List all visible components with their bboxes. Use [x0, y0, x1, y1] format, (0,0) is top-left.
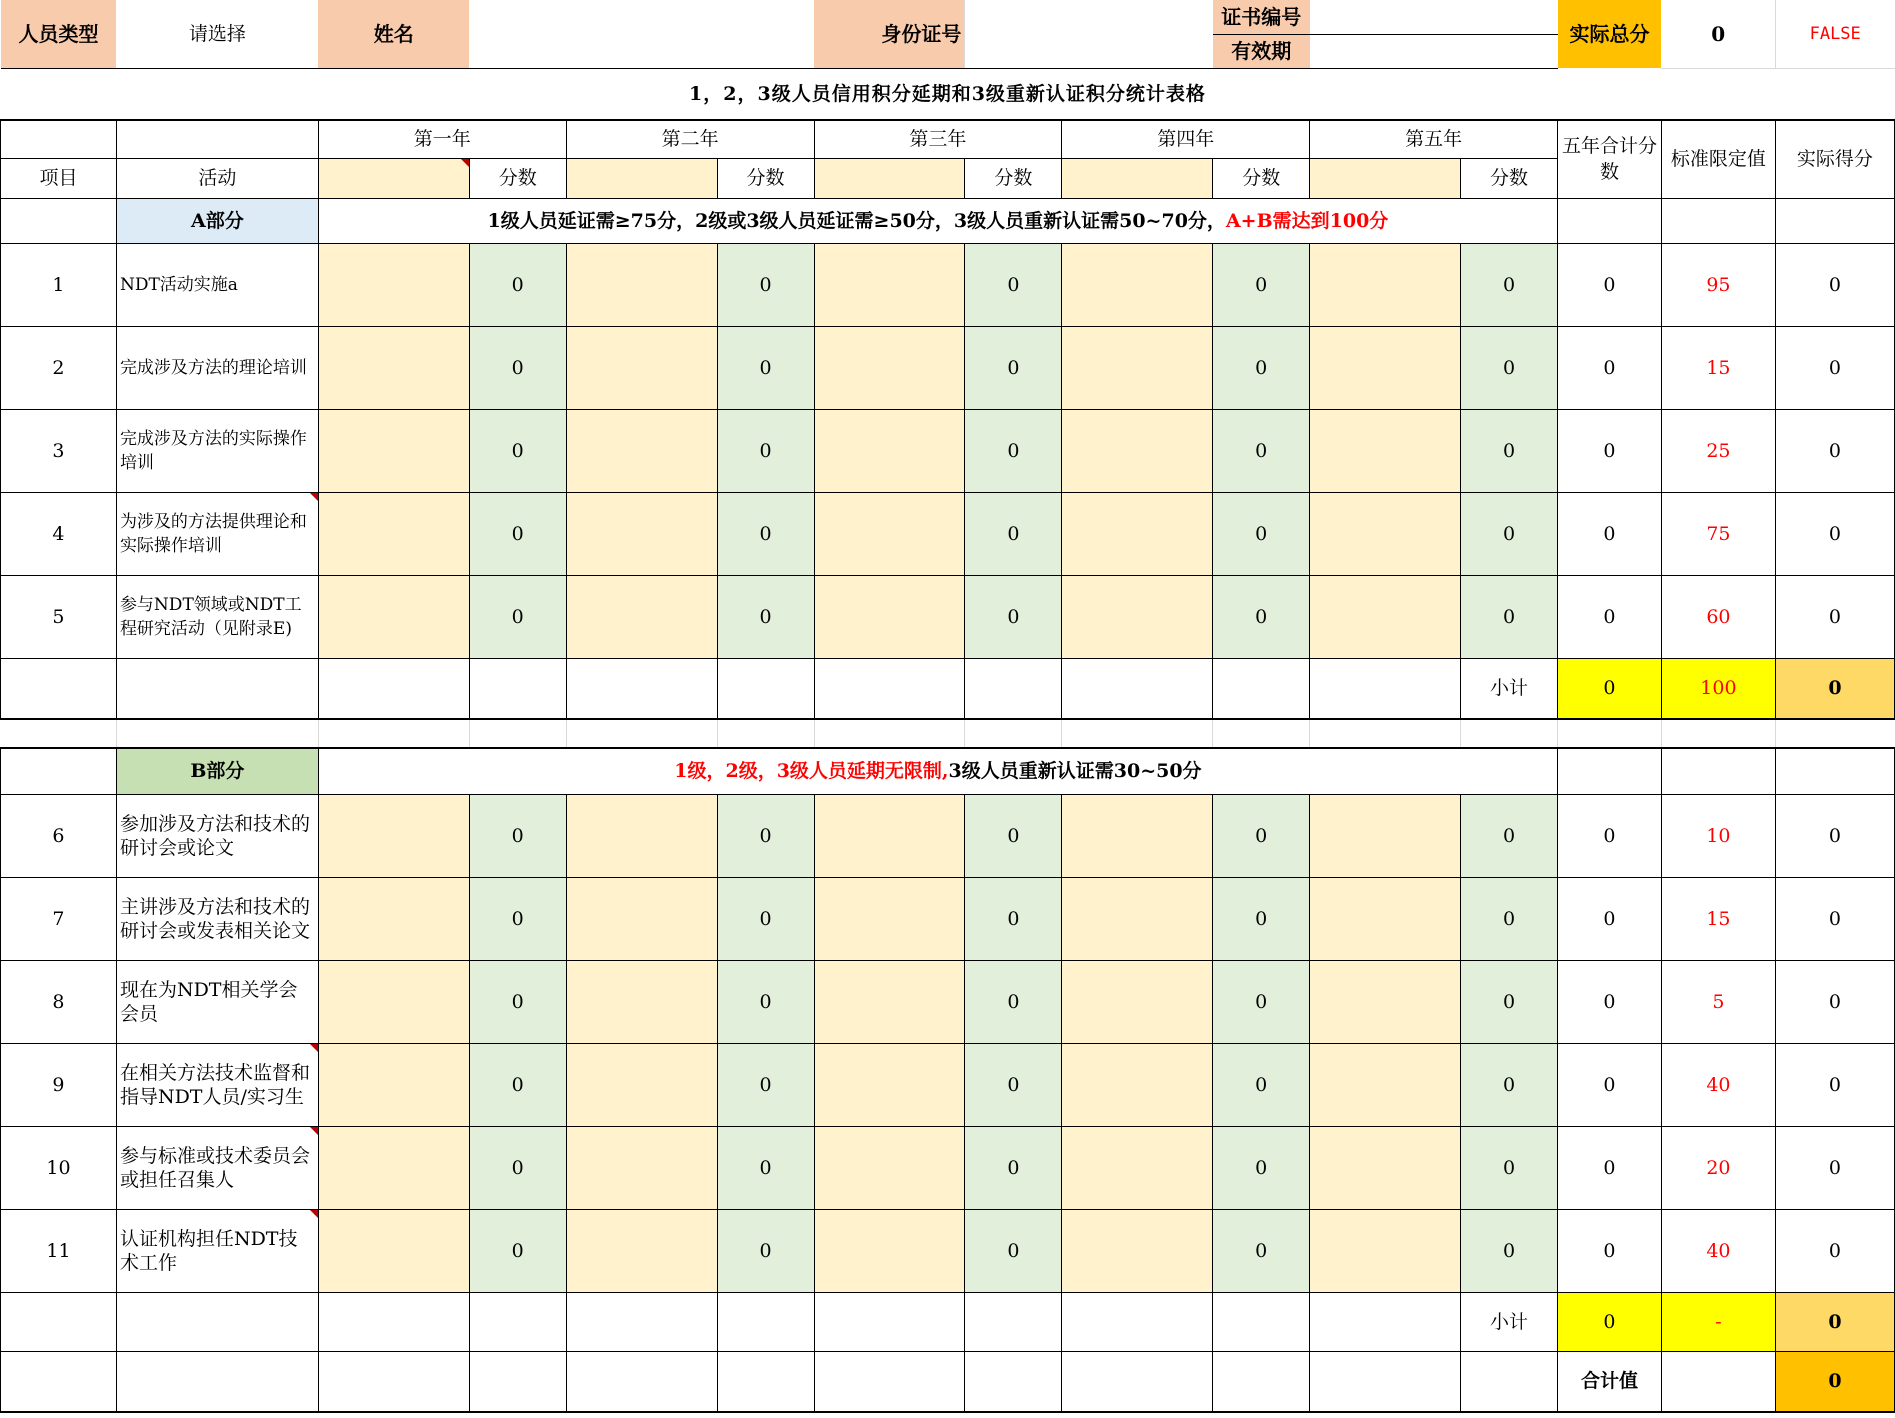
actual-score: 0 — [1775, 1126, 1894, 1209]
id-label: 身份证号 — [814, 0, 965, 68]
year-1-score: 0 — [469, 492, 566, 575]
year-4-input[interactable] — [1062, 575, 1213, 658]
validity-label: 有效期 — [1213, 34, 1310, 68]
part-a-notice-highlight: A+B需达到100分 — [1225, 209, 1389, 232]
year-2-input[interactable] — [566, 1126, 717, 1209]
year-5-input[interactable] — [1310, 1043, 1461, 1126]
year-1-score: 0 — [469, 409, 566, 492]
year-5-input[interactable] — [1310, 243, 1461, 326]
year-4-score: 0 — [1213, 1209, 1310, 1292]
year-3-score: 0 — [965, 1126, 1062, 1209]
standard-limit: 25 — [1661, 409, 1775, 492]
year-1-input[interactable] — [318, 492, 469, 575]
year-3-input[interactable] — [814, 960, 965, 1043]
item-number: 2 — [1, 326, 117, 409]
year-5-input[interactable] — [1310, 1126, 1461, 1209]
standard-limit: 40 — [1661, 1209, 1775, 1292]
activity-name: 主讲涉及方法和技术的研讨会或发表相关论文 — [116, 877, 318, 960]
year-4-score: 0 — [1213, 877, 1310, 960]
year-2-score: 0 — [717, 243, 814, 326]
part-a-subtotal-total: 0 — [1558, 658, 1662, 719]
year-2-score: 0 — [717, 326, 814, 409]
year-3-input[interactable] — [814, 575, 965, 658]
table-row — [1, 243, 1895, 326]
year-4-input[interactable] — [1062, 1126, 1213, 1209]
year-2-input[interactable] — [566, 1043, 717, 1126]
part-b-subtotal-actual: 0 — [1775, 1292, 1894, 1351]
year-4-input[interactable] — [1062, 409, 1213, 492]
standard-limit: 95 — [1661, 243, 1775, 326]
year-2-input[interactable] — [566, 575, 717, 658]
year-4-score: 0 — [1213, 243, 1310, 326]
table-row — [1, 1209, 1895, 1292]
year-3-input[interactable] — [814, 877, 965, 960]
standard-limit: 60 — [1661, 575, 1775, 658]
year-2-input[interactable] — [566, 960, 717, 1043]
year-5-score: 0 — [1461, 492, 1558, 575]
part-b-subtotal-limit: - — [1661, 1292, 1775, 1351]
table-row — [1, 1126, 1895, 1209]
year-4-input[interactable] — [1062, 243, 1213, 326]
year-5-score: 0 — [1461, 1043, 1558, 1126]
activity-name: 参与标准或技术委员会或担任召集人 — [116, 1126, 318, 1209]
year-1-score: 0 — [469, 243, 566, 326]
standard-limit: 75 — [1661, 492, 1775, 575]
standard-limit-header: 标准限定值 — [1661, 120, 1775, 198]
year-2-score: 0 — [717, 575, 814, 658]
table-row — [1, 409, 1895, 492]
year-5-score: 0 — [1461, 243, 1558, 326]
item-number: 4 — [1, 492, 117, 575]
five-year-total: 0 — [1558, 409, 1662, 492]
part-a-subtotal-label: 小计 — [1461, 658, 1558, 719]
part-b-label: B部分 — [116, 748, 318, 794]
person-type-select[interactable]: 请选择 — [116, 0, 318, 68]
year-4-score: 0 — [1213, 575, 1310, 658]
year-3-score: 0 — [965, 575, 1062, 658]
table-row — [1, 575, 1895, 658]
item-header: 项目 — [1, 158, 117, 198]
year-1-input[interactable] — [318, 243, 469, 326]
five-year-total: 0 — [1558, 492, 1662, 575]
year-1-input[interactable] — [318, 794, 469, 877]
five-year-total: 0 — [1558, 1209, 1662, 1292]
five-year-total: 0 — [1558, 326, 1662, 409]
status-value: FALSE — [1775, 0, 1894, 68]
five-year-total: 0 — [1558, 243, 1662, 326]
year-3-score-header: 分数 — [965, 158, 1062, 198]
table-row — [1, 877, 1895, 960]
part-b-subtotal-label: 小计 — [1461, 1292, 1558, 1351]
year-5-score: 0 — [1461, 794, 1558, 877]
actual-score: 0 — [1775, 1209, 1894, 1292]
part-a-notice — [318, 198, 1557, 243]
year-3-input[interactable] — [814, 1126, 965, 1209]
part-a-subtotal-limit: 100 — [1661, 658, 1775, 719]
activity-name: 完成涉及方法的理论培训 — [116, 326, 318, 409]
year-2-score-header: 分数 — [717, 158, 814, 198]
part-a-notice-main: 1级人员延证需≥75分，2级或3级人员延证需≥50分，3级人员重新认证需50~70分， — [487, 209, 1226, 232]
year-2-score: 0 — [717, 1043, 814, 1126]
year-3-input[interactable] — [814, 409, 965, 492]
year-4-input[interactable] — [1062, 326, 1213, 409]
actual-score: 0 — [1775, 243, 1894, 326]
part-b-subtotal-row — [1, 1292, 1895, 1351]
table-row — [1, 492, 1895, 575]
cert-no-input[interactable] — [1310, 0, 1558, 34]
year-1-input-header[interactable] — [318, 158, 469, 198]
standard-limit: 15 — [1661, 877, 1775, 960]
five-year-total: 0 — [1558, 575, 1662, 658]
year-5-input[interactable] — [1310, 575, 1461, 658]
year-3-score: 0 — [965, 1209, 1062, 1292]
year-3-input[interactable] — [814, 492, 965, 575]
person-type-label: 人员类型 — [1, 0, 117, 68]
year-4-score: 0 — [1213, 794, 1310, 877]
year-1-score: 0 — [469, 960, 566, 1043]
activity-header: 活动 — [116, 158, 318, 198]
year-3-score: 0 — [965, 960, 1062, 1043]
cert-no-label: 证书编号 — [1213, 0, 1310, 34]
year-3-input[interactable] — [814, 1209, 965, 1292]
standard-limit: 10 — [1661, 794, 1775, 877]
year-3-score: 0 — [965, 492, 1062, 575]
year-1-input[interactable] — [318, 1126, 469, 1209]
name-input[interactable] — [469, 0, 814, 68]
item-number: 10 — [1, 1126, 117, 1209]
activity-name: 在相关方法技术监督和指导NDT人员/实习生 — [116, 1043, 318, 1126]
year-4-score: 0 — [1213, 492, 1310, 575]
year-3-score: 0 — [965, 243, 1062, 326]
year-3-input[interactable] — [814, 1043, 965, 1126]
year-5-score: 0 — [1461, 877, 1558, 960]
validity-input[interactable] — [1310, 34, 1558, 68]
part-a-subtotal-actual: 0 — [1775, 658, 1894, 719]
year-1-score-header: 分数 — [469, 158, 566, 198]
year-3-score: 0 — [965, 326, 1062, 409]
five-year-total-header: 五年合计分数 — [1558, 120, 1662, 198]
activity-name: 参与NDT领域或NDT工程研究活动（见附录E) — [116, 575, 318, 658]
standard-limit: 20 — [1661, 1126, 1775, 1209]
year-3-score: 0 — [965, 1043, 1062, 1126]
year-2-header: 第二年 — [566, 120, 814, 158]
five-year-total: 0 — [1558, 794, 1662, 877]
five-year-total: 0 — [1558, 1043, 1662, 1126]
year-2-score: 0 — [717, 1126, 814, 1209]
item-number: 3 — [1, 409, 117, 492]
year-2-input-header[interactable] — [566, 158, 717, 198]
year-2-input[interactable] — [566, 794, 717, 877]
year-2-input[interactable] — [566, 492, 717, 575]
part-b-notice-highlight: 1级，2级，3级人员延期无限制, — [674, 760, 949, 783]
five-year-total: 0 — [1558, 877, 1662, 960]
actual-total-label: 实际总分 — [1558, 0, 1662, 68]
grand-total-label: 合计值 — [1558, 1351, 1662, 1412]
table-title: 1，2，3级人员信用积分延期和3级重新认证积分统计表格 — [1, 68, 1895, 120]
year-2-input[interactable] — [566, 409, 717, 492]
part-a-subtotal-row — [1, 658, 1895, 719]
year-2-input[interactable] — [566, 1209, 717, 1292]
year-2-score: 0 — [717, 794, 814, 877]
five-year-total: 0 — [1558, 1126, 1662, 1209]
year-1-input[interactable] — [318, 575, 469, 658]
part-b-notice-main: 3级人员重新认证需30~50分 — [948, 760, 1202, 783]
year-3-score: 0 — [965, 409, 1062, 492]
year-4-input[interactable] — [1062, 492, 1213, 575]
year-4-input[interactable] — [1062, 960, 1213, 1043]
year-4-header: 第四年 — [1062, 120, 1310, 158]
year-5-input[interactable] — [1310, 326, 1461, 409]
year-5-input-header[interactable] — [1310, 158, 1461, 198]
year-1-score: 0 — [469, 1209, 566, 1292]
year-4-input[interactable] — [1062, 1209, 1213, 1292]
year-3-score: 0 — [965, 794, 1062, 877]
table-row — [1, 1043, 1895, 1126]
table-row — [1, 326, 1895, 409]
year-2-input[interactable] — [566, 877, 717, 960]
actual-total-value: 0 — [1661, 0, 1775, 68]
standard-limit: 5 — [1661, 960, 1775, 1043]
item-number: 11 — [1, 1209, 117, 1292]
year-4-input[interactable] — [1062, 1043, 1213, 1126]
year-1-input[interactable] — [318, 877, 469, 960]
year-3-header: 第三年 — [814, 120, 1062, 158]
activity-name: 为涉及的方法提供理论和实际操作培训 — [116, 492, 318, 575]
year-1-score: 0 — [469, 1043, 566, 1126]
year-1-input[interactable] — [318, 960, 469, 1043]
item-number: 7 — [1, 877, 117, 960]
activity-name: 参加涉及方法和技术的研讨会或论文 — [116, 794, 318, 877]
part-a-label: A部分 — [116, 198, 318, 243]
year-1-header: 第一年 — [318, 120, 566, 158]
year-5-score: 0 — [1461, 409, 1558, 492]
year-5-score: 0 — [1461, 1209, 1558, 1292]
year-1-input[interactable] — [318, 326, 469, 409]
actual-score: 0 — [1775, 960, 1894, 1043]
activity-name: 完成涉及方法的实际操作培训 — [116, 409, 318, 492]
id-input[interactable] — [965, 0, 1213, 68]
grand-total-row — [1, 1351, 1895, 1412]
year-2-input[interactable] — [566, 326, 717, 409]
item-number: 9 — [1, 1043, 117, 1126]
year-1-input[interactable] — [318, 1043, 469, 1126]
year-5-input[interactable] — [1310, 877, 1461, 960]
part-b-notice — [318, 748, 1557, 794]
year-5-input[interactable] — [1310, 409, 1461, 492]
item-number: 5 — [1, 575, 117, 658]
year-4-score: 0 — [1213, 326, 1310, 409]
actual-score: 0 — [1775, 877, 1894, 960]
year-4-input[interactable] — [1062, 877, 1213, 960]
actual-score: 0 — [1775, 794, 1894, 877]
activity-name: 现在为NDT相关学会会员 — [116, 960, 318, 1043]
standard-limit: 15 — [1661, 326, 1775, 409]
actual-score: 0 — [1775, 575, 1894, 658]
year-3-input[interactable] — [814, 243, 965, 326]
activity-name: NDT活动实施a — [116, 243, 318, 326]
year-4-score: 0 — [1213, 960, 1310, 1043]
activity-name: 认证机构担任NDT技术工作 — [116, 1209, 318, 1292]
year-3-score: 0 — [965, 877, 1062, 960]
actual-score: 0 — [1775, 1043, 1894, 1126]
item-number: 6 — [1, 794, 117, 877]
grand-total-value: 0 — [1775, 1351, 1894, 1412]
actual-score-header: 实际得分 — [1775, 120, 1894, 198]
year-4-score: 0 — [1213, 1126, 1310, 1209]
year-5-score: 0 — [1461, 575, 1558, 658]
year-2-score: 0 — [717, 877, 814, 960]
year-4-score-header: 分数 — [1213, 158, 1310, 198]
year-1-score: 0 — [469, 877, 566, 960]
year-2-score: 0 — [717, 1209, 814, 1292]
actual-score: 0 — [1775, 326, 1894, 409]
item-number: 8 — [1, 960, 117, 1043]
actual-score: 0 — [1775, 409, 1894, 492]
year-5-header: 第五年 — [1310, 120, 1558, 158]
year-1-input[interactable] — [318, 1209, 469, 1292]
year-5-input[interactable] — [1310, 960, 1461, 1043]
year-2-score: 0 — [717, 492, 814, 575]
year-5-score: 0 — [1461, 326, 1558, 409]
item-number: 1 — [1, 243, 117, 326]
year-1-score: 0 — [469, 1126, 566, 1209]
table-row — [1, 794, 1895, 877]
year-4-input[interactable] — [1062, 794, 1213, 877]
year-1-score: 0 — [469, 575, 566, 658]
year-4-score: 0 — [1213, 1043, 1310, 1126]
actual-score: 0 — [1775, 492, 1894, 575]
year-5-input[interactable] — [1310, 492, 1461, 575]
year-2-score: 0 — [717, 960, 814, 1043]
year-3-input[interactable] — [814, 794, 965, 877]
year-3-input[interactable] — [814, 326, 965, 409]
part-b-subtotal-total: 0 — [1558, 1292, 1662, 1351]
year-2-input[interactable] — [566, 243, 717, 326]
year-5-score-header: 分数 — [1461, 158, 1558, 198]
year-1-input[interactable] — [318, 409, 469, 492]
year-1-score: 0 — [469, 794, 566, 877]
year-5-score: 0 — [1461, 960, 1558, 1043]
year-5-input[interactable] — [1310, 1209, 1461, 1292]
name-label: 姓名 — [318, 0, 469, 68]
standard-limit: 40 — [1661, 1043, 1775, 1126]
five-year-total: 0 — [1558, 960, 1662, 1043]
year-1-score: 0 — [469, 326, 566, 409]
year-4-input-header[interactable] — [1062, 158, 1213, 198]
year-3-input-header[interactable] — [814, 158, 965, 198]
table-row — [1, 960, 1895, 1043]
year-4-score: 0 — [1213, 409, 1310, 492]
year-5-score: 0 — [1461, 1126, 1558, 1209]
year-2-score: 0 — [717, 409, 814, 492]
year-5-input[interactable] — [1310, 794, 1461, 877]
